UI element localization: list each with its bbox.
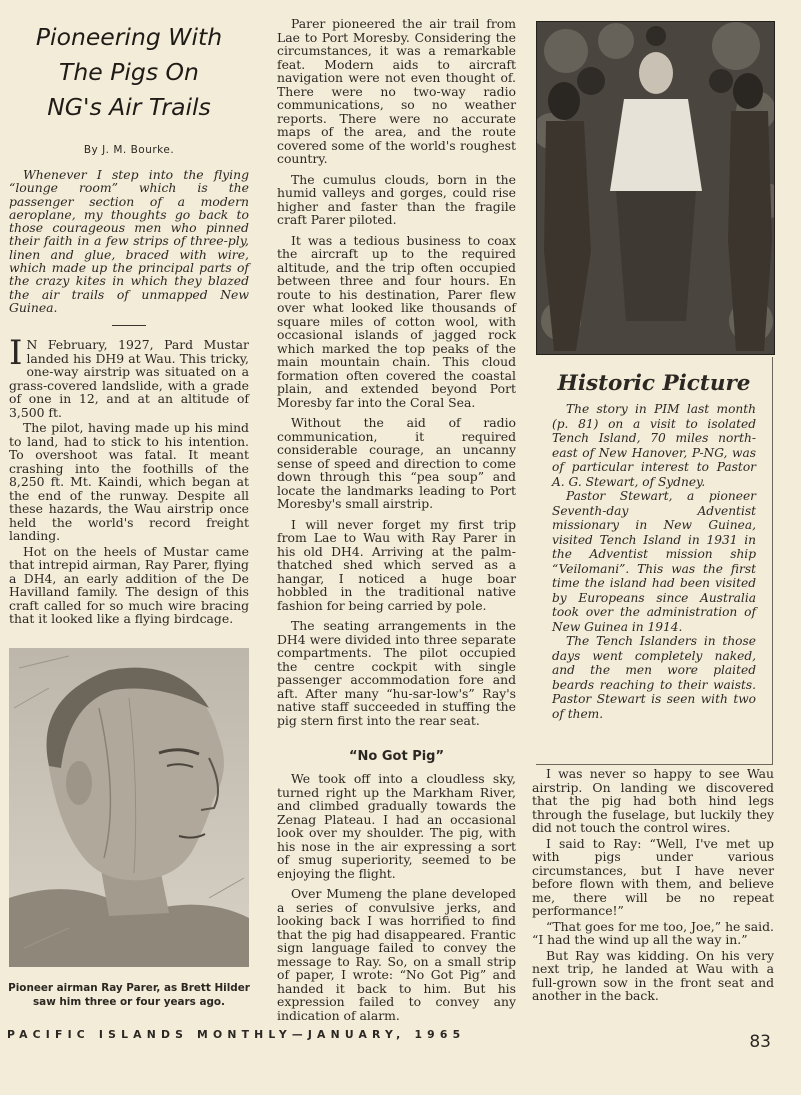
running-footer: PACIFIC ISLANDS MONTHLY—JANUARY, 1965 <box>7 1028 466 1041</box>
title-line-3: NG's Air Trails <box>47 93 211 121</box>
body-paragraph: I said to Ray: “Well, I've met up with pigs under various circumstances, but I have never before flown with them, and believe me, there will be no repeat performance!” <box>532 835 774 918</box>
sidebar-paragraph: The story in PIM last month (p. 81) on a visit to isolated Tench Island, 70 miles north-east of New Hanover, P-NG, was of particular interest to Pastor A. G. Stewart, of Sydney. <box>552 402 756 489</box>
intro-paragraph: Whenever I step into the flying “lounge room” which is the passenger section of a modern aeroplane, my thoughts go back to those courageous men who pinned their faith in a few strips of three-ply, linen and glue, braced with wire, which made up the principal parts of the crazy kites in which they blazed the air trails of unmapped New Guinea. <box>9 167 249 315</box>
body-paragraph: The cumulus clouds, born in the humid valleys and gorges, could rise higher and faster than the fragile craft Parer piloted. <box>277 171 516 227</box>
portrait-sketch <box>9 648 249 967</box>
column-1 <box>9 20 249 633</box>
body-paragraph: The pilot, having made up his mind to land, had to stick to his intention. To overshoot was fatal. It meant crashing into the foothills of the 8,250 ft. Mt. Kaindi, which began at the end of the runway. Despite all these hazards, the Wau airstrip once held the world's record freight landing. <box>9 420 249 544</box>
column-3 <box>532 767 774 1005</box>
body-paragraph: Over Mumeng the plane developed a series of convulsive jerks, and looking back I was horrified to find that the pig had disappeared. Frantic sign language failed to convey the message to Ray. So, on a small strip of paper, I wrote: “No Got Pig” and handed it back to him. But his expression failed to convey any indication of alarm. <box>277 886 516 1023</box>
historic-photo <box>536 21 775 355</box>
body-paragraph: I N February, 1927, Pard Mustar landed his DH9 at Wau. This tricky, one-way airstrip was situated on a grass-covered landslide, with a grade of one in 12, and at an altitude of 3,500 ft. <box>9 333 249 420</box>
portrait-drawing <box>9 648 249 967</box>
sidebar-paragraph: Pastor Stewart, a pioneer Seventh-day Adventist missionary in New Guinea, visited Tench Island in 1931 in the Adventist mission ship “Veilomani”. This was the first time the island had been visited by Europeans since Australia took over the administration of New Guinea in 1914. <box>552 489 756 634</box>
body-paragraph: But Ray was kidding. On his very next trip, he landed at Wau with a full-grown sow in the front seat and another in the back. <box>532 947 774 1003</box>
title-line-1: Pioneering With <box>35 23 223 51</box>
body-paragraph: It was a tedious business to coax the aircraft up to the required altitude, and the trip often occupied between three and four hours. En route to his destination, Parer flew over what looked like thousands of square miles of cotton wool, with occasional islands of jagged rock which marked the top peaks of the main mountain chain. This cloud formation often covered the coastal plain, and extended beyond Port Moresby far into the Coral Sea. <box>277 232 516 410</box>
column-2 <box>277 17 516 1029</box>
article-title <box>9 20 249 125</box>
body-paragraph: Without the aid of radio communication, it required considerable courage, an uncanny sense of speed and direction to come down through this “pea soup” and locate the landmarks leading to Port Moresby's small airstrip. <box>277 415 516 511</box>
body-paragraph: I was never so happy to see Wau airstrip. On landing we discovered that the pig had both hind legs through the fuselage, but luckily they did not touch the control wires. <box>532 766 774 835</box>
body-paragraph: “That goes for me too, Joe,” he said. “I had the wind up all the way in.” <box>532 918 774 947</box>
byline: By J. M. Bourke. <box>83 144 175 156</box>
historic-photo-drawing <box>536 21 775 355</box>
sidebar-paragraph: The Tench Islanders in those days went completely naked, and the men wore plaited beards reaching to their waists. Pastor Stewart is seen with two of them. <box>552 634 756 721</box>
sidebar-title: Historic Picture <box>557 371 751 396</box>
historic-picture-sidebar <box>536 357 773 765</box>
portrait-caption: Pioneer airman Ray Parer, as Brett Hilder saw him three or four years ago. <box>8 982 250 1008</box>
body-paragraph: Hot on the heels of Mustar came that intrepid airman, Ray Parer, flying a DH4, an early addition of the De Havilland family. The design of this craft called for so much wire bracing that it looked like a flying birdcage. <box>9 543 249 627</box>
body-paragraph: Parer pioneered the air trail from Lae to Port Moresby. Considering the circumstances, it was a remarkable feat. Modern aids to aircraft navigation were not even thought of. There were no two-way radio communications, so no weather reports. There were no accurate maps of the area, and the route covered some of the world's roughest country. <box>277 16 516 166</box>
title-line-2: The Pigs On <box>59 58 199 86</box>
divider <box>112 325 146 326</box>
page-number: 83 <box>749 1032 771 1052</box>
body-paragraph: The seating arrangements in the DH4 were divided into three separate compartments. The pilot occupied the centre cockpit with single passenger accommodation fore and aft. After many “hu-sar-low's” Ray's native staff succeeded in stuffing the pig stern first into the rear seat. <box>277 618 516 728</box>
drop-cap: I <box>9 333 23 374</box>
body-paragraph: I will never forget my first trip from Lae to Wau with Ray Parer in his old DH4. Arriving at the palm-thatched shed which served as a hangar, I noticed a huge boar hobbled in the traditional native fashion for being carried by pole. <box>277 516 516 613</box>
section-subheading: “No Got Pig” <box>348 749 445 764</box>
body-paragraph: We took off into a cloudless sky, turned right up the Markham River, and climbed gradually towards the Zenag Plateau. I had an occasional look over my shoulder. The pig, with his nose in the air expressing a sort of smug superiority, seemed to be enjoying the flight. <box>277 771 516 881</box>
